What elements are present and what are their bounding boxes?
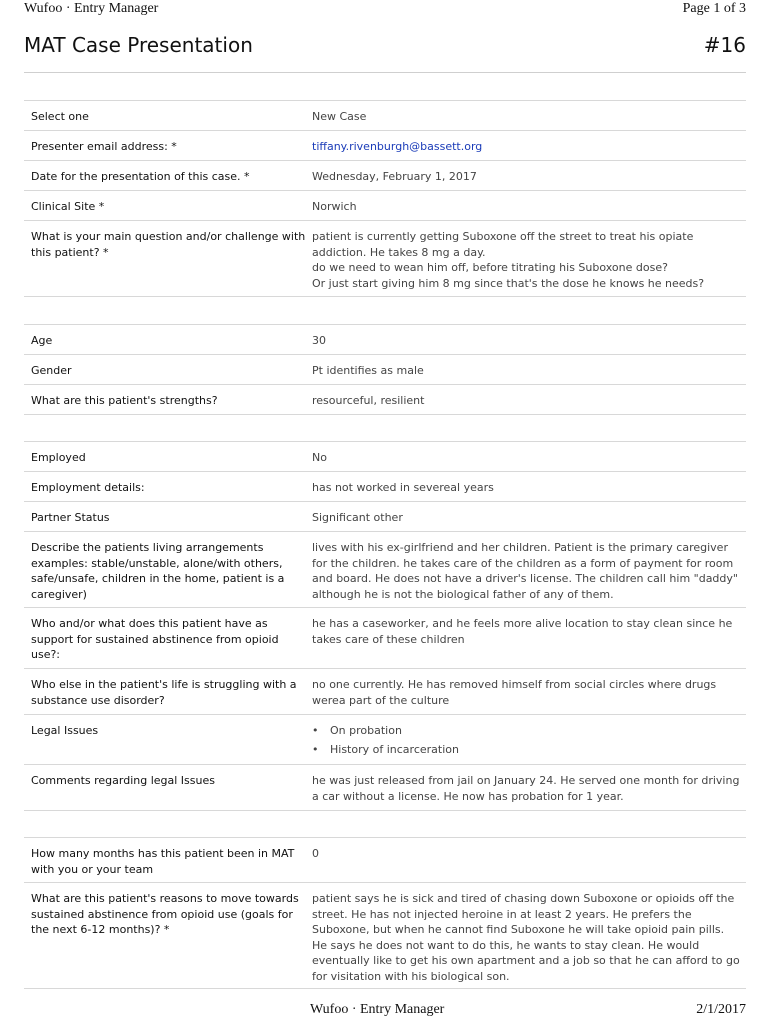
field-row-strengths (24, 384, 746, 415)
form-title: MAT Case Presentation (24, 33, 253, 57)
field-label: What are this patient's strengths? (31, 394, 218, 407)
field-value: patient says he is sick and tired of chasing down Suboxone or opioids off the street. He has not injected heroine in at least 2 years. He prefers the Suboxone, but when he cannot find Suboxone he will take opioid pain pills. He says he does not want to do this, he wants to stay clean. He would eventually like to get his own apartment and a job so that he can afford to go for visitation with his biological son. (312, 892, 740, 983)
value-line: do we need to wean him off, before titrating his Suboxone dose? (312, 261, 668, 274)
field-label: Date for the presentation of this case. * (31, 170, 250, 183)
field-value: Norwich (312, 200, 357, 213)
field-row-legal-comments (24, 764, 746, 811)
field-row-presenter-email (24, 130, 746, 161)
section-divider (24, 414, 746, 415)
form-title-row (24, 30, 746, 70)
field-value: resourceful, resilient (312, 394, 425, 407)
field-label: What are this patient's reasons to move towards sustained abstinence from opioid use (goals for the next 6-12 months)? * (31, 892, 299, 936)
field-label: Age (31, 334, 53, 347)
entry-number: #16 (703, 33, 746, 57)
value-line: Or just start giving him 8 mg since that's the dose he knows he needs? (312, 276, 705, 290)
field-value: 0 (312, 847, 319, 860)
field-value (312, 723, 742, 761)
field-value: he has a caseworker, and he feels more alive location to stay clean since he takes care of these children (312, 617, 733, 646)
field-label: Employment details: (31, 481, 145, 494)
field-row-living-arrangements (24, 531, 746, 608)
field-row-partner-status (24, 501, 746, 532)
field-label: Select one (31, 110, 89, 123)
field-value (312, 229, 742, 291)
field-value: New Case (312, 110, 367, 123)
field-row-select-one (24, 100, 746, 131)
footer-date: 2/1/2017 (696, 1002, 746, 1017)
field-value: Pt identifies as male (312, 364, 424, 377)
field-label: How many months has this patient been in MAT with you or your team (31, 847, 295, 876)
field-row-reasons-abstinence (24, 882, 746, 989)
field-label: Presenter email address: * (31, 140, 177, 153)
field-label: Partner Status (31, 511, 110, 524)
field-row-months-in-mat (24, 837, 746, 883)
field-label: Clinical Site * (31, 200, 105, 213)
field-row-main-question (24, 220, 746, 297)
title-divider (24, 72, 746, 73)
list-item: • On probation (312, 723, 742, 742)
field-value: he was just released from jail on January 24. He served one month for driving a car without a license. He now has probation for 1 year. (312, 774, 740, 803)
footer-app-title: Wufoo · Entry Manager (310, 1002, 445, 1017)
field-row-age (24, 324, 746, 355)
list-item: • History of incarceration (312, 742, 742, 761)
print-header (0, 0, 770, 22)
field-label: Describe the patients living arrangements examples: stable/unstable, alone/with others, safe/unsafe, children in the home, patient is a caregiver) (31, 541, 285, 601)
legal-issues-list (312, 723, 742, 761)
page-indicator: Page 1 of 3 (682, 1, 746, 16)
print-footer (0, 1002, 770, 1024)
field-row-employment-details (24, 471, 746, 502)
field-row-substance-use-others (24, 668, 746, 715)
field-row-legal-issues (24, 714, 746, 765)
field-label: Gender (31, 364, 72, 377)
section-divider (24, 810, 746, 811)
field-row-employed (24, 441, 746, 472)
field-value: Significant other (312, 511, 403, 524)
field-row-clinical-site (24, 190, 746, 221)
field-row-presentation-date (24, 160, 746, 191)
field-row-support (24, 607, 746, 669)
email-link[interactable]: tiffany.rivenburgh@bassett.org (312, 140, 483, 153)
field-value (312, 139, 742, 155)
field-label: Comments regarding legal Issues (31, 774, 215, 787)
section-divider (24, 988, 746, 989)
field-row-gender (24, 354, 746, 385)
field-label: Who else in the patient's life is struggling with a substance use disorder? (31, 678, 297, 707)
app-title: Wufoo · Entry Manager (24, 1, 159, 16)
section-divider (24, 296, 746, 297)
field-value: Wednesday, February 1, 2017 (312, 170, 477, 183)
field-value: no one currently. He has removed himself from social circles where drugs werea part of the culture (312, 678, 717, 707)
field-label: What is your main question and/or challenge with this patient? * (31, 230, 306, 259)
field-label: Who and/or what does this patient have as support for sustained abstinence from opioid use?: (31, 617, 279, 661)
value-line: patient is currently getting Suboxone off the street to treat his opiate addiction. He takes 8 mg a day. (312, 230, 694, 259)
field-value: 30 (312, 334, 326, 347)
field-label: Legal Issues (31, 724, 99, 737)
field-value: lives with his ex-girlfriend and her children. Patient is the primary caregiver for the children. he takes care of the children as a form of payment for room and board. He does not have a driver's license. The children call him "daddy" although he is not the biological father of any of them. (312, 541, 738, 601)
field-value: has not worked in severeal years (312, 481, 494, 494)
field-label: Employed (31, 451, 86, 464)
field-value: No (312, 451, 327, 464)
